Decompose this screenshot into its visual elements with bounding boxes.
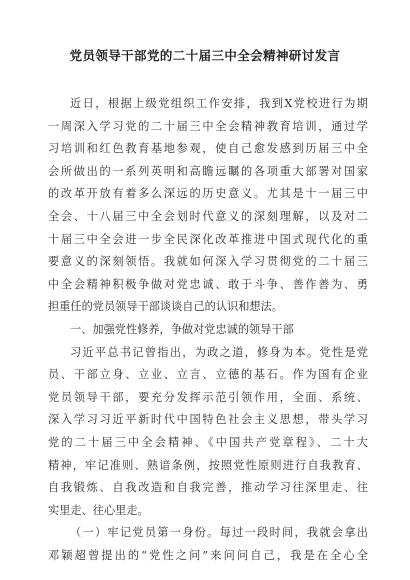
paragraph-line: 党的二十届三中全会精神、《中国共产党章程》、二十大 xyxy=(48,436,368,449)
paragraph-line: 自我锻炼、自我改造和自我完善，推动学习往深里走、往 xyxy=(48,481,368,495)
paragraph-line: 担重任的党员领导干部谈谈自己的认识和想法。 xyxy=(48,300,283,314)
paragraph-line: 深入学习习近平新时代中国特色社会主义思想，带头学习 xyxy=(48,413,368,427)
paragraph-line: 习近平总书记曾指出，为政之道，修身为本。党性是党 xyxy=(70,345,368,359)
paragraph-line: 党员领导干部，要充分发挥示范引领作用，全面、系统、 xyxy=(48,390,368,404)
paragraph-line: 精神，牢记准则、熟谙条例，按照党性原则进行自我教育、 xyxy=(48,458,368,472)
paragraph-line: 要意义的深刻领悟。我就如何深入学习贯彻党的二十届三 xyxy=(48,255,368,269)
paragraph-line: 近日，根据上级党组织工作安排，我到X党校进行为期 xyxy=(70,97,368,110)
paragraph-line: 员、干部立身、立业、立言、立德的基石。作为国有企业 xyxy=(48,368,368,382)
paragraph-line: 的改革开放有着多么深远的历史意义。尤其是十一届三中 xyxy=(48,187,368,201)
paragraph-line: 全会、十八届三中全会划时代意义的深刻理解，以及对二 xyxy=(48,210,368,223)
paragraph-line: 一周深入学习党的二十届三中全会精神教育培训，通过学 xyxy=(48,119,368,133)
document-title: 党员领导干部党的二十届三中全会精神研讨发言 xyxy=(69,48,341,63)
paragraph-line: 习培训和红色教育基地参观，使自己愈发感到历届三中全 xyxy=(48,142,368,156)
paragraph-line: 邓颖超曾提出的“党性之问”来问问自己，我是在全心全 xyxy=(48,549,368,562)
paragraph-line: 十届三中全会进一步全民深化改革推进中国式现代化的重 xyxy=(48,232,368,246)
paragraph-line: 中全会精神积极争做对党忠诚、敢于斗争、善作善为、勇 xyxy=(48,277,368,291)
paragraph-line: 实里走、往心里走。 xyxy=(48,503,149,517)
subsection-heading-line: （一）牢记党员第一身份。每过一段时间，我就会拿出 xyxy=(70,526,368,540)
section-heading: 一、加强党性修养，争做对党忠诚的领导干部 xyxy=(70,323,294,336)
paragraph-line: 会所做出的一系列英明和高瞻远瞩的各项重大部署对国家 xyxy=(48,164,368,178)
